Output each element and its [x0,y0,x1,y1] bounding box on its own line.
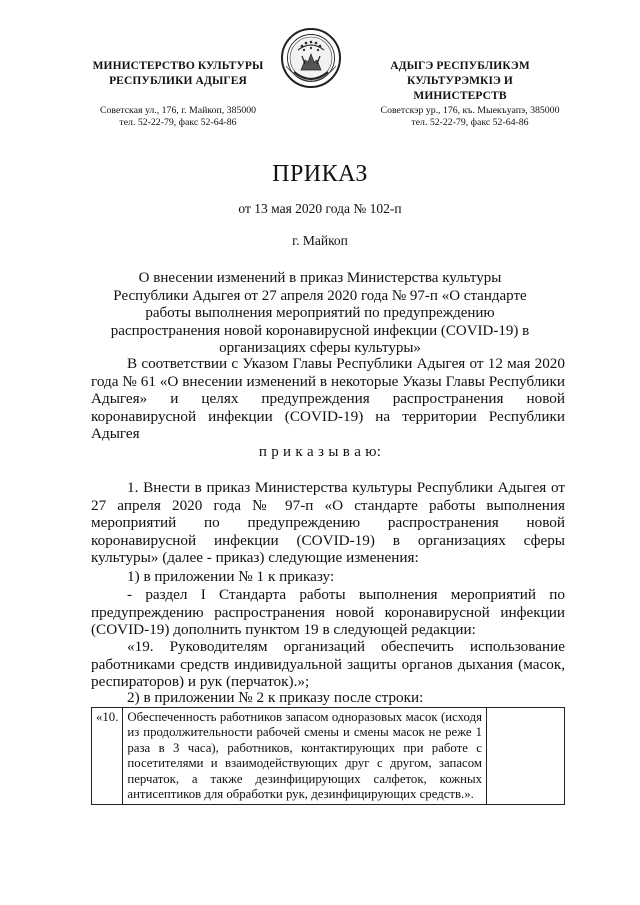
subitem-1-dash: - раздел I Стандарта работы выполнения мероприятий по предупреждению распространения новой коронавирусной инфекции (COVID-19) дополнить пунктом 19 в следующей редакции: [91,586,565,638]
right-phones: тел. 52-22-79, факс 52-64-86 [411,117,529,128]
right-address: Советскэр ур., 176, къ. Мыекъуапэ, 385000 [380,105,560,116]
right-org-name [360,59,560,104]
preamble-paragraph: В соответствии с Указом Главы Республики Адыгея от 12 мая 2020 года № 61 «О внесении изменений в некоторые Указы Главы Республики Адыгея» и целях предупреждения распространения новой коронавирусной инфекции (COVID-19) на территории Республики Адыгея [91,355,565,442]
order-word: п р и к а з ы в а ю: [258,444,382,460]
left-contacts [88,105,268,129]
left-org-name [88,59,268,89]
item-1-paragraph: 1. Внести в приказ Министерства культуры Республики Адыгея от 27 апреля 2020 года № 97-п «О стандарте работы выполнения мероприятий по предупреждению распространения новой коронавирусной инфекции (COVID-19) в организациях сферы культуры» (далее - приказ) следующие изменения: [91,479,565,566]
table-row [92,708,565,805]
table-cell-number: «10. [92,708,123,805]
left-org-line1: МИНИСТЕРСТВО КУЛЬТУРЫ [92,60,264,72]
table-cell-text: Обеспеченность работников запасом одноразовых масок (исходя из продолжительности рабочей смены и смены масок не реже 1 раза в 3 часа), работников, контактирующих при работе с посетителями и взаимодействующих друг с другом, запасом перчаток, а также дезинфицирующих салфеток, кожных антисептиков для обработки рук, дезинфицирующих средств.». [123,708,487,805]
subitem-2: 2) в приложении № 2 к приказу после строки: [127,689,424,706]
right-org-line1: АДЫГЭ РЕСПУБЛИКЭМ [390,60,530,72]
left-address: Советская ул., 176, г. Майкоп, 385000 [99,105,257,116]
right-contacts [360,105,580,129]
subitem-1: 1) в приложении № 1 к приказу: [127,568,335,585]
document-subject: О внесении изменений в приказ Министерства культуры Республики Адыгея от 27 апреля 2020 года № 97-п «О стандарте работы выполнения мероприятий по предупреждению распространения новой коронавирусной инфекции (COVID-19) в организациях сферы культуры» [110,270,530,356]
right-org-line2: КУЛЬТУРЭМКIЭ И МИНИСТЕРСТВ [407,75,513,102]
quoted-table [91,707,565,805]
document-date-number: от 13 мая 2020 года № 102-п [238,201,402,216]
document-title: ПРИКАЗ [272,161,368,187]
left-phones: тел. 52-22-79, факс 52-64-86 [119,117,237,128]
point-19-paragraph: «19. Руководителям организаций обеспечить использование работниками средств индивидуальной защиты органов дыхания (масок, респираторов) и рук (перчаток).»; [91,638,565,690]
coat-of-arms-emblem-icon [280,26,342,90]
table-cell-empty [486,708,564,805]
left-org-line2: РЕСПУБЛИКИ АДЫГЕЯ [109,75,247,87]
document-city: г. Майкоп [292,233,348,248]
